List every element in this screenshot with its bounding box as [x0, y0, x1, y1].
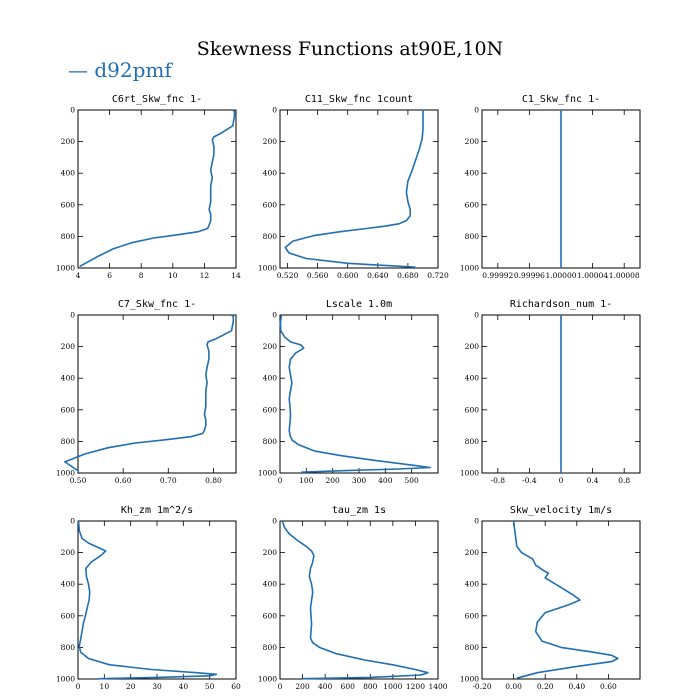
x-tick-label: 1400	[428, 682, 448, 691]
y-tick-label: 200	[262, 342, 277, 352]
x-tick-label: 1.00004	[577, 271, 609, 280]
x-tick-label: 600	[340, 682, 355, 691]
series-line-d92pmf	[80, 110, 235, 266]
y-tick-label: 200	[464, 548, 479, 558]
y-tick-label: 0	[70, 105, 75, 115]
x-tick-label: 200	[325, 476, 340, 485]
y-tick-label: 1000	[257, 674, 277, 684]
y-tick-label: 1000	[459, 468, 479, 478]
y-tick-label: 400	[60, 579, 75, 589]
y-tick-label: 1000	[55, 468, 75, 478]
x-tick-label: 0	[277, 476, 283, 485]
x-tick-label: 0.520	[276, 271, 299, 280]
x-tick-label: 100	[299, 476, 314, 485]
panel-6	[460, 299, 640, 485]
y-tick-label: 400	[262, 579, 277, 589]
x-tick-label: 300	[351, 476, 367, 485]
x-tick-label: 500	[404, 476, 419, 485]
panel-8	[258, 505, 448, 691]
panel-title: tau_zm 1s	[331, 505, 387, 516]
panel-title: Kh_zm 1m^2/s	[120, 505, 194, 516]
panel-title: Lscale 1.0m	[325, 299, 393, 310]
x-tick-label: 200	[295, 682, 310, 691]
x-tick-label: 30	[152, 682, 162, 691]
y-tick-label: 400	[262, 373, 277, 383]
y-tick-label: 400	[464, 579, 479, 589]
y-tick-label: 0	[474, 105, 479, 115]
y-tick-label: 0	[70, 310, 75, 320]
panel-title: C1_Skw_fnc 1-	[521, 94, 601, 105]
x-tick-label: 0.40	[568, 682, 586, 691]
x-tick-label: 1200	[405, 682, 425, 691]
y-tick-label: 1000	[257, 468, 277, 478]
x-tick-label: 0.80	[205, 476, 222, 485]
panel-3	[460, 94, 640, 280]
y-tick-label: 0	[474, 310, 479, 320]
y-tick-label: 600	[262, 405, 277, 415]
y-tick-label: 600	[464, 405, 479, 415]
y-tick-label: 200	[464, 342, 479, 352]
y-tick-label: 200	[60, 342, 75, 352]
panel-9	[460, 505, 640, 691]
panel-title: C7_Skw_fnc 1-	[117, 299, 197, 310]
y-tick-label: 600	[60, 405, 75, 415]
x-tick-label: 0.640	[367, 271, 389, 280]
panel-4	[56, 299, 236, 485]
x-tick-label: 0.600	[336, 271, 359, 280]
plot-frame	[78, 110, 236, 268]
series-line-d92pmf	[65, 315, 233, 471]
x-tick-label: -0.20	[472, 682, 492, 691]
y-tick-label: 200	[262, 548, 277, 558]
plot-frame	[78, 521, 236, 679]
x-tick-label: 0.680	[397, 271, 419, 280]
y-tick-label: 800	[60, 231, 75, 241]
chart-panels	[56, 94, 640, 691]
series-line-d92pmf	[282, 521, 428, 679]
figure-title: Skewness Functions at90E,10N	[196, 38, 504, 60]
x-tick-label: 50	[204, 682, 215, 691]
y-tick-label: 0	[272, 516, 277, 526]
x-tick-label: 0.00	[505, 682, 522, 691]
x-tick-label: 0.99996	[513, 271, 545, 280]
x-tick-label: 0.560	[306, 271, 329, 280]
x-tick-label: 0	[558, 476, 564, 485]
x-tick-label: 0.50	[69, 476, 87, 485]
x-tick-label: -0.4	[522, 476, 537, 485]
x-tick-label: 10	[99, 682, 110, 691]
y-tick-label: 0	[70, 516, 75, 526]
plot-frame	[280, 315, 438, 473]
panel-2	[258, 94, 449, 280]
x-tick-label: -0.8	[490, 476, 506, 485]
panel-title: C6rt_Skw_fnc 1-	[111, 94, 203, 105]
y-tick-label: 1000	[459, 674, 479, 684]
x-tick-label: 800	[363, 682, 378, 691]
series-line-d92pmf	[514, 521, 618, 678]
y-tick-label: 1000	[55, 263, 75, 273]
x-tick-label: 4	[75, 271, 81, 280]
x-tick-label: 0.8	[618, 476, 631, 485]
y-tick-label: 800	[464, 231, 479, 241]
y-tick-label: 200	[60, 548, 75, 558]
series-line-d92pmf	[281, 315, 431, 472]
panel-title: C11_Skw_fnc 1count	[304, 94, 414, 105]
x-tick-label: 400	[317, 682, 333, 691]
x-tick-label: 0.60	[600, 682, 617, 691]
y-tick-label: 800	[464, 642, 479, 652]
x-tick-label: 0.70	[159, 476, 177, 485]
panel-title: Skw_velocity 1m/s	[509, 505, 613, 516]
plot-frame	[482, 521, 640, 679]
y-tick-label: 1000	[459, 263, 479, 273]
y-tick-label: 0	[272, 105, 277, 115]
x-tick-label: 0.20	[536, 682, 554, 691]
x-tick-label: 1.00008	[608, 271, 640, 280]
x-tick-label: 0	[75, 682, 81, 691]
x-tick-label: 0.4	[586, 476, 599, 485]
y-tick-label: 400	[262, 168, 277, 178]
x-tick-label: 8	[138, 271, 144, 280]
x-tick-label: 20	[125, 682, 136, 691]
x-tick-label: 1.00000	[545, 271, 577, 280]
y-tick-label: 800	[60, 642, 75, 652]
y-tick-label: 600	[464, 200, 479, 210]
y-tick-label: 400	[464, 373, 479, 383]
x-tick-label: 1000	[383, 682, 403, 691]
x-tick-label: 0.720	[427, 271, 449, 280]
legend-entry-d92pmf: — d92pmf	[68, 58, 172, 82]
y-tick-label: 1000	[55, 674, 75, 684]
x-tick-label: 0.99992	[482, 271, 514, 280]
y-tick-label: 600	[262, 200, 277, 210]
y-tick-label: 600	[262, 611, 277, 621]
x-tick-label: 6	[107, 271, 112, 280]
y-tick-label: 1000	[257, 263, 277, 273]
y-tick-label: 400	[60, 373, 75, 383]
x-tick-label: 60	[231, 682, 241, 691]
x-tick-label: 12	[199, 271, 210, 280]
x-tick-label: 400	[378, 476, 393, 485]
series-line-d92pmf	[285, 110, 423, 267]
y-tick-label: 600	[60, 611, 75, 621]
x-tick-label: 10	[168, 271, 178, 280]
y-tick-label: 800	[464, 436, 479, 446]
y-tick-label: 800	[60, 436, 75, 446]
x-tick-label: 40	[178, 682, 189, 691]
y-tick-label: 800	[262, 642, 277, 652]
y-tick-label: 600	[464, 611, 479, 621]
y-tick-label: 600	[60, 200, 75, 210]
y-tick-label: 200	[60, 137, 75, 147]
y-tick-label: 800	[262, 436, 277, 446]
y-tick-label: 200	[464, 137, 479, 147]
y-tick-label: 400	[60, 168, 75, 178]
x-tick-label: 0.60	[114, 476, 132, 485]
panel-title: Richardson_num 1-	[509, 299, 613, 310]
panel-1	[56, 94, 241, 280]
y-tick-label: 400	[464, 168, 479, 178]
panel-5	[258, 299, 438, 485]
y-tick-label: 0	[272, 310, 277, 320]
x-tick-label: 14	[231, 271, 241, 280]
series-line-d92pmf	[79, 521, 217, 679]
panel-7	[56, 505, 241, 691]
plot-frame	[280, 110, 438, 268]
y-tick-label: 200	[262, 137, 277, 147]
x-tick-label: 0	[277, 682, 283, 691]
y-tick-label: 800	[262, 231, 277, 241]
y-tick-label: 0	[474, 516, 479, 526]
